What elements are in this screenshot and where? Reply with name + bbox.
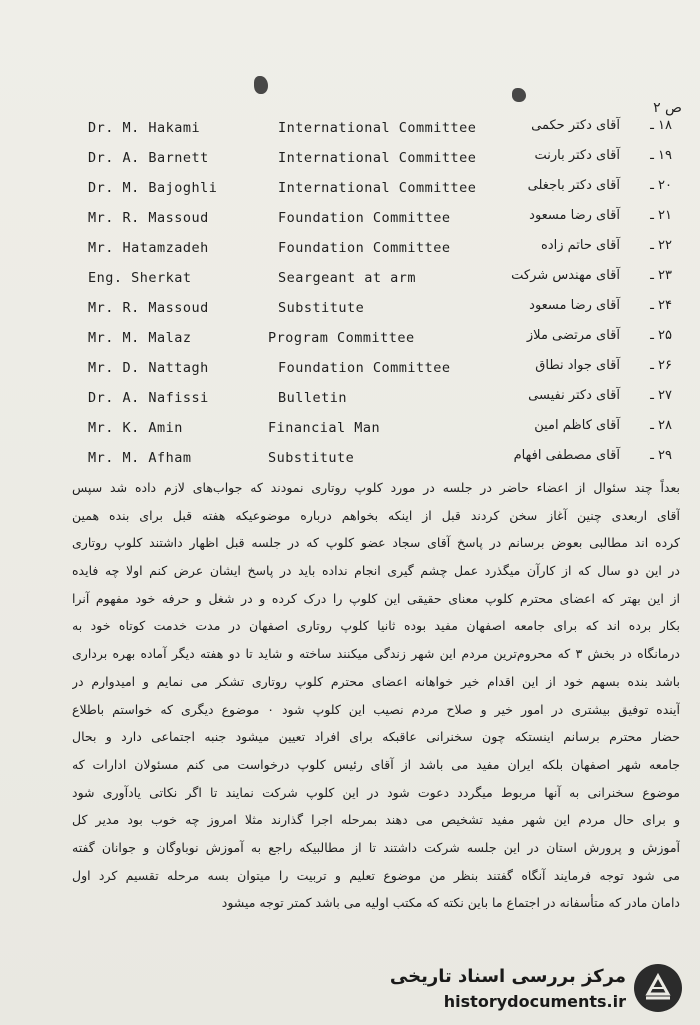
roster-row bbox=[0, 292, 700, 322]
ink-smudge bbox=[512, 88, 526, 102]
member-number: ۲۴ ـ bbox=[650, 298, 672, 313]
roster-row bbox=[0, 262, 700, 292]
paragraph-line: بعداً چند سئوال از اعضاء حاضر در جلسه در مورد کلوپ روتاری نمودند که جواب‌های لازم داده شد سپس bbox=[72, 480, 680, 495]
member-role: Bulletin bbox=[278, 390, 348, 406]
member-number: ۲۶ ـ bbox=[650, 358, 672, 373]
member-role: Program Committee bbox=[268, 330, 415, 346]
member-name: Mr. M. Malaz bbox=[88, 330, 192, 346]
member-name: Dr. A. Nafissi bbox=[88, 390, 209, 406]
member-role: Financial Man bbox=[268, 420, 381, 436]
member-number: ۲۵ ـ bbox=[650, 328, 672, 343]
member-name: Dr. A. Barnett bbox=[88, 150, 209, 166]
paragraph-line: باشد بنده بسهم خود از این اقدام خیر خواهانه اعضای محترم کلوپ روتاری تشکر می نمایم و امیدوارم در bbox=[72, 673, 680, 689]
member-number: ۲۰ ـ bbox=[650, 178, 672, 193]
paragraph-line: بکار برده اند که برای جامعه اصفهان مفید بوده ثانیا کلوپ روتاری اصفهان در مدت خدمت کوتاه خود به bbox=[72, 618, 680, 634]
paragraph-line: آقای اربعدی چنین آغاز سخن کردند قبل از اینکه بخواهم درباره موضوعیکه هفته قبل برای بنده همین bbox=[72, 507, 680, 523]
member-name-persian: آقای مصطفی افهام bbox=[513, 448, 620, 463]
member-number: ۲۲ ـ bbox=[650, 238, 672, 253]
member-name: Mr. K. Amin bbox=[88, 420, 183, 436]
member-number: ۲۱ ـ bbox=[650, 208, 672, 223]
member-role: International Committee bbox=[278, 120, 477, 136]
roster-row bbox=[0, 172, 700, 202]
member-number: ۲۷ ـ bbox=[650, 388, 672, 403]
paragraph-line: آینده توفیق بیشتری در امور خیر و صلاح مردم نصیب این کلوپ شود ۰ موضوع دیگری که خواستم باطلاع bbox=[72, 701, 680, 717]
member-role: Foundation Committee bbox=[278, 240, 451, 256]
member-name: Mr. M. Afham bbox=[88, 450, 192, 466]
member-name-persian: آقای رضا مسعود bbox=[529, 298, 620, 313]
member-name: Eng. Sherkat bbox=[88, 270, 192, 286]
member-number: ۲۸ ـ bbox=[650, 418, 672, 433]
member-role: Substitute bbox=[278, 300, 365, 316]
member-name-persian: آقای دکتر حکمی bbox=[531, 118, 620, 133]
paragraph-line: جامعه شهر اصفهان بلکه ایران مفید می باشد از آقای رئیس کلوپ درخواست می کنم مسئولان ادارات که bbox=[72, 756, 680, 772]
member-name-persian: آقای مهندس شرکت bbox=[511, 268, 620, 283]
roster-row bbox=[0, 202, 700, 232]
paragraph-line: می شود توجه فرمایند آنگاه گفتند بنظر من موضوع تعلیم و تربیت را میتوان بسه مرحله تقسیم کرد اول bbox=[72, 867, 680, 883]
watermark bbox=[389, 962, 690, 1020]
member-name: Mr. R. Massoud bbox=[88, 300, 209, 316]
member-name: Mr. D. Nattagh bbox=[88, 360, 209, 376]
member-number: ۱۸ ـ bbox=[650, 118, 672, 133]
page-number: ص ۲ bbox=[653, 100, 682, 116]
member-name-persian: آقای دکتر باجغلی bbox=[527, 178, 620, 193]
member-roster bbox=[0, 112, 700, 472]
roster-row bbox=[0, 382, 700, 412]
paragraph-line: موضوع سخنرانی به آنها مربوط میگردد دعوت شود در این کلوپ شرکت نمایند تا اگر نکاتی یادآوری شود bbox=[72, 784, 680, 800]
watermark-url: historydocuments.ir bbox=[443, 992, 626, 1011]
member-name-persian: آقای جواد نطاق bbox=[535, 358, 620, 373]
member-name-persian: آقای کاظم امین bbox=[534, 418, 620, 433]
member-role: Foundation Committee bbox=[278, 360, 451, 376]
roster-row bbox=[0, 112, 700, 142]
member-name: Mr. R. Massoud bbox=[88, 210, 209, 226]
roster-row bbox=[0, 322, 700, 352]
member-name-persian: آقای دکتر بارنت bbox=[534, 148, 620, 163]
member-role: International Committee bbox=[278, 150, 477, 166]
paragraph-line: آموزش و پرورش استان در این جلسه شرکت داشتند تا از مطالبیکه راجع به آموزش نوباوگان و جوانان گفته bbox=[72, 839, 680, 855]
roster-row bbox=[0, 232, 700, 262]
member-name: Dr. M. Bajoghli bbox=[88, 180, 218, 196]
member-number: ۲۹ ـ bbox=[650, 448, 672, 463]
paragraph-line: کرده اند مطالبی بعوض برسانم در پاسخ آقای سجاد عضو کلوپ که در جلسه قبل اظهار داشتند کلوپ روتاری bbox=[72, 535, 680, 551]
member-role: International Committee bbox=[278, 180, 477, 196]
member-name: Mr. Hatamzadeh bbox=[88, 240, 209, 256]
paragraph-line: در این دو سال که از کارآن میگذرد عمل چشم گیری انجام نداده باید در پاسخ ایشان عرض کنم اولا چه فایده bbox=[72, 563, 680, 579]
paragraph-line: درمانگاه در بخش ۳ که محروم‌ترین مردم این شهر زندگی میکنند ساخته و شاید تا دو هفته دیگر آماده بهره برداری bbox=[72, 646, 680, 662]
paragraph-line: حضار محترم برسانم اینستکه چون سخنرانی عاقبکه برای افراد تعیین میشود جنبه اجتماعی دارد و بحال bbox=[72, 729, 680, 745]
member-name-persian: آقای رضا مسعود bbox=[529, 208, 620, 223]
archive-logo-icon bbox=[634, 964, 682, 1012]
member-name-persian: آقای دکتر نفیسی bbox=[528, 388, 620, 403]
member-number: ۲۳ ـ bbox=[650, 268, 672, 283]
ink-smudge bbox=[254, 76, 268, 94]
roster-row bbox=[0, 142, 700, 172]
paragraph-line: از این بهتر که اعضای محترم کلوپ معنای حقیقی این کلوپ را درک کرده و در شغل و حرفه خود مفهوم آنرا bbox=[72, 590, 680, 606]
member-role: Substitute bbox=[268, 450, 355, 466]
member-role: Seargeant at arm bbox=[278, 270, 417, 286]
minutes-paragraph bbox=[72, 474, 680, 917]
roster-row bbox=[0, 412, 700, 442]
paragraph-line: و برای حال مردم این شهر مفید تشخیص می دهند بمرحله اجرا گذارند مثلا امروز چه خوب بود مدیر کل bbox=[72, 812, 680, 828]
member-name: Dr. M. Hakami bbox=[88, 120, 201, 136]
roster-row bbox=[0, 442, 700, 472]
member-number: ۱۹ ـ bbox=[650, 148, 672, 163]
paragraph-line: دامان مادر که متأسفانه در اجتماع ما باین نکته که مکتب اولیه می باشد کمتر توجه میشود bbox=[221, 895, 680, 911]
roster-row bbox=[0, 352, 700, 382]
member-role: Foundation Committee bbox=[278, 210, 451, 226]
watermark-title: مرکز بررسی اسناد تاریخی bbox=[389, 966, 626, 987]
member-name-persian: آقای حاتم زاده bbox=[541, 238, 620, 253]
member-name-persian: آقای مرتضی ملاز bbox=[526, 328, 620, 343]
